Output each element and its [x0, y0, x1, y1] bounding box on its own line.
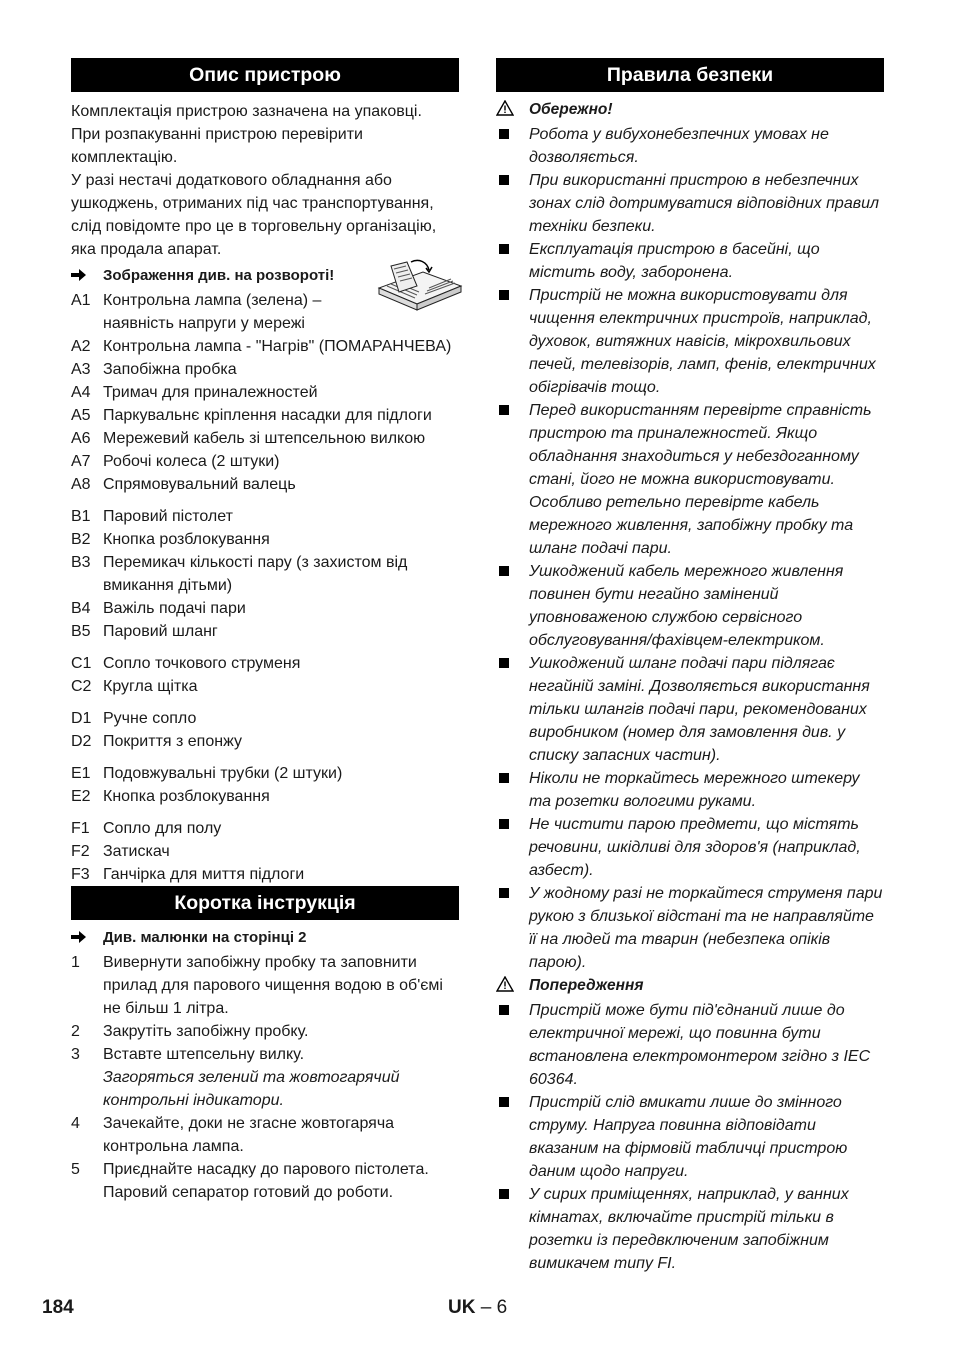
safety-text: Пристрій не можна використовувати для чищення електричних пристроїв, наприклад, духовок, витяжних навісів, мікрохвильових печей, телевізорів, ламп, фенів, електричних обігрівачів тощо.	[529, 287, 876, 396]
part-code: D1	[71, 710, 92, 727]
part-code: C1	[71, 655, 92, 672]
part-label: Ганчірка для миття підлоги	[103, 866, 305, 883]
part-label: Тримач для приналежностей	[103, 384, 318, 401]
open-manual-icon	[377, 258, 463, 314]
group-gap	[71, 808, 459, 817]
square-bullet-icon	[496, 1183, 529, 1275]
square-bullet-icon	[496, 652, 529, 767]
language-page-indicator: UK – 6	[448, 1297, 508, 1318]
section-heading: Правила безпеки	[496, 58, 884, 92]
group-gap	[71, 643, 459, 652]
part-code: A8	[71, 476, 91, 493]
figure-reference: Див. малюнки на сторінці 2	[71, 926, 459, 951]
arrow-right-icon	[71, 926, 103, 951]
square-bullet-icon	[496, 882, 529, 974]
safety-item	[496, 813, 884, 882]
step-note: Загоряться зелений та жовтогарячий контрольні індикатори.	[103, 1069, 400, 1109]
part-item	[71, 730, 459, 753]
safety-text: Ушкоджений шланг подачі пари підлягає негайній заміні. Дозволяється використання тільки шлангів подачі пари, рекомендованих виробником (номер для замовлення див. у списку запасних частин).	[529, 655, 870, 764]
section-quick-instructions	[71, 886, 459, 1204]
part-item	[71, 863, 459, 886]
part-code: F2	[71, 843, 90, 860]
safety-item	[496, 1183, 884, 1275]
step-text	[103, 1020, 459, 1043]
parts-list	[71, 289, 459, 886]
part-label: Контрольна лампа (зелена) – наявність напруги у мережі	[103, 292, 322, 332]
safety-text: У сирих приміщеннях, наприклад, у ванних кімнатах, включайте пристрій тільки в розетки із передвключеним запобіжним вимикачем типу FI.	[529, 1186, 849, 1272]
part-label: Сопло для полу	[103, 820, 222, 837]
part-code: D2	[71, 733, 92, 750]
step-instruction: Вставте штепсельну вилку.	[103, 1046, 305, 1063]
square-bullet-icon	[496, 560, 529, 652]
part-item	[71, 817, 459, 840]
safety-text: Ушкоджений кабель мережного живлення повинен бути негайно замінений уповноваженою службою сервісного обслуговування/фахівцем-електриком.	[529, 563, 844, 649]
step-text	[103, 1158, 459, 1204]
square-bullet-icon	[496, 999, 529, 1091]
square-bullet-icon	[496, 767, 529, 813]
caution-label: Обережно!	[496, 98, 884, 123]
part-item	[71, 785, 459, 808]
safety-item	[496, 284, 884, 399]
part-item	[71, 505, 459, 528]
part-label: Кнопка розблокування	[103, 788, 270, 805]
step-number: 1	[71, 954, 80, 971]
section-heading: Опис пристрою	[71, 58, 459, 92]
square-bullet-icon	[496, 399, 529, 560]
part-label: Паркувальнє кріплення насадки для підлоги	[103, 407, 432, 424]
figure-reference: Зображення див. на розвороті!	[71, 264, 459, 289]
part-item	[71, 528, 459, 551]
square-bullet-icon	[496, 1091, 529, 1183]
section-heading: Коротка інструкція	[71, 886, 459, 920]
part-item	[71, 473, 459, 496]
part-item	[71, 620, 459, 643]
safety-item	[496, 238, 884, 284]
part-label: Покриття з епонжу	[103, 733, 242, 750]
step-number: 2	[71, 1023, 80, 1040]
warning-list	[496, 999, 884, 1275]
part-item	[71, 450, 459, 473]
safety-text: Не чистити парою предмети, що містять речовини, шкідливі для здоров'я (наприклад, азбест).	[529, 816, 861, 879]
step-item	[71, 951, 459, 1020]
safety-item	[496, 169, 884, 238]
part-item	[71, 335, 459, 358]
safety-text: Ніколи не торкайтесь мережного штекеру та розетки вологими руками.	[529, 770, 860, 810]
part-label: Паровий шланг	[103, 623, 218, 640]
warning-triangle-icon	[496, 98, 529, 123]
section-safety-rules	[496, 58, 884, 1275]
step-instruction: Закрутіть запобіжну пробку.	[103, 1023, 309, 1040]
step-number: 4	[71, 1115, 80, 1132]
step-instruction: Вивернути запобіжну пробку та заповнити прилад для парового чищення водою в об'ємі не більш 1 літра.	[103, 954, 443, 1017]
section-device-description	[71, 58, 459, 886]
safety-text: Пристрій слід вмикати лише до змінного струму. Напруга повинна відповідати вказаним на фірмовій табличці пристрою даним щодо напруги.	[529, 1094, 848, 1180]
square-bullet-icon	[496, 284, 529, 399]
part-code: A3	[71, 361, 91, 378]
caution-list	[496, 123, 884, 974]
safety-item	[496, 399, 884, 560]
part-code: B4	[71, 600, 91, 617]
part-code: B1	[71, 508, 91, 525]
part-label: Кругла щітка	[103, 678, 198, 695]
safety-item	[496, 560, 884, 652]
part-label: Важіль подачі пари	[103, 600, 246, 617]
part-code: A7	[71, 453, 91, 470]
part-code: F3	[71, 866, 90, 883]
step-number: 5	[71, 1161, 80, 1178]
part-code: B3	[71, 554, 91, 571]
part-label: Кнопка розблокування	[103, 531, 270, 548]
part-item	[71, 840, 459, 863]
part-code: B5	[71, 623, 91, 640]
step-number: 3	[71, 1046, 80, 1063]
safety-item	[496, 1091, 884, 1183]
group-gap	[71, 496, 459, 505]
part-code: E2	[71, 788, 91, 805]
safety-text: Робота у вибухонебезпечних умовах не дозволяється.	[529, 126, 829, 166]
warning-label: Попередження	[496, 974, 884, 999]
part-item	[71, 358, 459, 381]
part-label: Подовжувальні трубки (2 штуки)	[103, 765, 343, 782]
square-bullet-icon	[496, 238, 529, 284]
part-item	[71, 652, 459, 675]
part-code: B2	[71, 531, 91, 548]
part-code: E1	[71, 765, 91, 782]
step-item	[71, 1043, 459, 1112]
part-label: Спрямовувальний валець	[103, 476, 296, 493]
part-label: Мережевий кабель зі штепсельною вилкою	[103, 430, 426, 447]
step-item	[71, 1020, 459, 1043]
step-text	[103, 1043, 459, 1112]
part-code: A4	[71, 384, 91, 401]
safety-item	[496, 882, 884, 974]
part-code: A5	[71, 407, 91, 424]
part-code: A1	[71, 292, 91, 309]
step-item	[71, 1158, 459, 1204]
part-label: Контрольна лампа - "Нагрів" (ПОМАРАНЧЕВА)	[103, 338, 452, 355]
step-instruction: Зачекайте, доки не згасне жовтогаряча контрольна лампа.	[103, 1115, 395, 1155]
intro-paragraph: Комплектація пристрою зазначена на упаковці. При розпакуванні пристрою перевірити комплектацію. У разі нестачі додаткового обладнання або ушкоджень, отриманих під час транспортування, слід повідомте про це в торговельну організацію, яка продала апарат.	[71, 103, 437, 258]
part-item	[71, 762, 459, 785]
part-item	[71, 707, 459, 730]
part-label: Робочі колеса (2 штуки)	[103, 453, 280, 470]
part-code: F1	[71, 820, 90, 837]
steps-list	[71, 951, 459, 1204]
square-bullet-icon	[496, 169, 529, 238]
group-gap	[71, 753, 459, 762]
step-item	[71, 1112, 459, 1158]
part-label: Перемикач кількості пару (з захистом від вмикання дітьми)	[103, 554, 408, 594]
part-label: Ручне сопло	[103, 710, 197, 727]
part-code: A2	[71, 338, 91, 355]
group-gap	[71, 698, 459, 707]
arrow-right-icon	[71, 264, 103, 289]
safety-text: У жодному разі не торкайтеся струменя пари рукою з близької відстані та не направляйте її на людей та тварин (небезпека опіків парою).	[529, 885, 883, 971]
safety-item	[496, 999, 884, 1091]
page-number: 184	[42, 1297, 74, 1318]
step-text	[103, 951, 459, 1020]
part-code: A6	[71, 430, 91, 447]
part-label: Сопло точкового струменя	[103, 655, 301, 672]
step-text	[103, 1112, 459, 1158]
part-item	[71, 675, 459, 698]
part-label: Затискач	[103, 843, 170, 860]
safety-text: Перед використанням перевірте справність пристрою та приналежностей. Якщо обладнання знаходиться у небездоганному стані, його не можна використовувати. Особливо ретельно перевірте кабель мережного живлення, запобіжну пробку та шланг подачі пари.	[529, 402, 872, 557]
step-instruction: Приєднайте насадку до парового пістолета. Паровий сепаратор готовий до роботи.	[103, 1161, 429, 1201]
safety-item	[496, 123, 884, 169]
part-item	[71, 427, 459, 450]
part-item	[71, 597, 459, 620]
safety-text: Пристрій може бути під'єднаний лише до електричної мережі, що повинна бути встановлена електромонтером згідно з IEC 60364.	[529, 1002, 871, 1088]
part-label: Паровий пістолет	[103, 508, 233, 525]
safety-item	[496, 652, 884, 767]
part-item	[71, 551, 459, 597]
part-code: C2	[71, 678, 92, 695]
part-item	[71, 404, 459, 427]
part-item	[71, 381, 459, 404]
part-label: Запобіжна пробка	[103, 361, 237, 378]
square-bullet-icon	[496, 813, 529, 882]
safety-item	[496, 767, 884, 813]
square-bullet-icon	[496, 123, 529, 169]
safety-text: Експлуатація пристрою в басейні, що містить воду, заборонена.	[529, 241, 820, 281]
safety-text: При використанні пристрою в небезпечних зонах слід дотримуватися відповідних правил техніки безпеки.	[529, 172, 879, 235]
warning-triangle-icon	[496, 974, 529, 999]
